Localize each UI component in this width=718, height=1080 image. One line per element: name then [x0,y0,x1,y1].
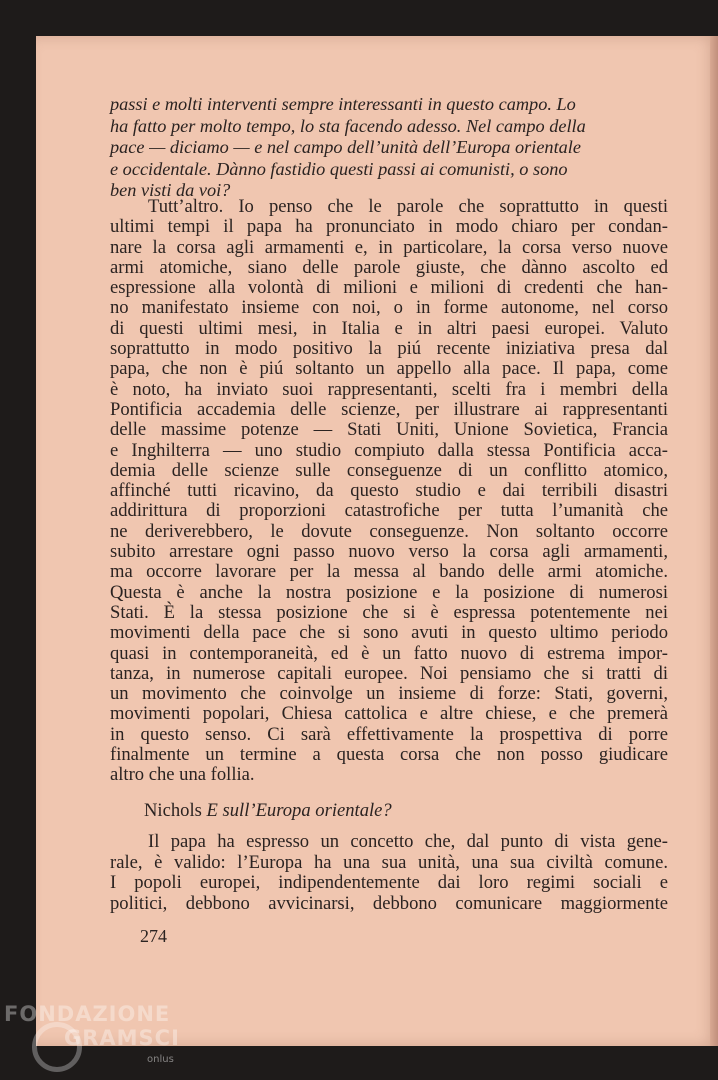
text-line: è noto, ha inviato suoi rappresentanti, scelti fra i membri della [110,378,668,400]
text-line: finalmente un termine a questa corsa che non posso giudicare [110,744,668,766]
text-line: politici, debbono avvicinarsi, debbono comunicare maggiormente [110,892,668,914]
text-line: movimenti della pace che si sono avuti in questo ultimo periodo [110,622,668,644]
text-line: armi atomiche, siano delle parole giuste, che dànno ascolto ed [110,256,668,278]
text-line: papa, che non è piú soltanto un appello alla pace. Il papa, come [110,358,668,380]
text-line: demia delle scienze sulle conseguenze di un conflitto atomico, [110,459,668,481]
text-line: Tutt’altro. Io penso che le parole che soprattutto in questi [148,196,668,217]
text-line: Stati. È la stessa posizione che si è espressa potentemente nei [110,601,668,623]
text-line: e Inghilterra — uno studio compiuto dalla stessa Pontificia acca- [110,439,668,461]
text-line: ultimi tempi il papa ha pronunciato in modo chiaro per condan- [110,216,668,238]
text-line: no manifestato insieme con noi, o in forme autonome, nel corso [110,297,668,319]
text-line: ma occorre lavorare per la messa al bando delle armi atomiche. [110,561,668,583]
text-line: soprattutto in modo positivo la piú recente iniziativa presa dal [110,338,668,360]
text-line: un movimento che coinvolge un insieme di forze: Stati, governi, [110,683,668,705]
text-line: subito arrestare ogni passo nuovo verso la corsa agli armamenti, [110,541,668,563]
text-line: tanza, in numerose capitali europee. Noi pensiamo che si tratti di [110,662,668,684]
text-line: Il papa ha espresso un concetto che, dal punto di vista gene- [148,831,668,852]
text-line: nare la corsa agli armamenti e, in particolare, la corsa verso nuove [110,236,668,258]
text-line: espressione alla volontà di milioni e milioni di credenti che han- [110,277,668,299]
page-edge [710,36,718,1046]
watermark-logo [0,998,210,1080]
text-line: quasi in contemporaneità, ed è un fatto nuovo di estrema impor- [110,642,668,664]
text-line: delle massime potenze — Stati Uniti, Unione Sovietica, Francia [110,419,668,441]
text-line: e occidentale. Dànno fastidio questi passi ai comunisti, o sono [110,158,568,179]
logo-line3: onlus [147,1054,174,1065]
text-line: movimenti popolari, Chiesa cattolica e altre chiese, e che premerà [110,703,668,725]
nichols-question [110,800,668,822]
text-line: di questi ultimi mesi, in Italia e in altri paesi europei. Valuto [110,317,668,339]
interview-question [110,94,668,202]
logo-line1: FONDAZIONE [4,1002,171,1026]
speaker-name: Nichols [144,800,202,821]
text-line: I popoli europei, indipendentemente dai loro regimi sociali e [110,872,668,894]
text-line: rale, è valido: l’Europa ha una sua unità, una sua civiltà comune. [110,851,668,873]
text-line: Pontificia accademia delle scienze, per illustrare ai rappresentanti [110,398,668,420]
text-line: Questa è anche la nostra posizione e la posizione di numerosi [110,581,668,603]
reply-paragraph [110,832,668,914]
text-line: passi e molti interventi sempre interessanti in questo campo. Lo [110,94,576,114]
text-line: addirittura di proporzioni catastrofiche per tutta l’umanità che [110,500,668,522]
page-number: 274 [140,926,167,946]
text-line: in questo senso. Ci sarà effettivamente la prospettiva di porre [110,723,668,745]
logo-line2: GRAMSCI [64,1026,180,1050]
text-line: altro che una follia. [110,764,255,786]
answer-paragraph [110,197,668,786]
text-line: pace — diciamo — e nel campo dell’unità dell’Europa orientale [110,137,581,157]
text-line: ben visti da voi? [110,180,231,200]
text-line: ne deriverebbero, le dovute conseguenze. Non soltanto occorre [110,520,668,542]
question-text: E sull’Europa orientale? [206,800,392,821]
text-line: affinché tutti ricavino, da questo studio e dai terribili disastri [110,480,668,502]
text-line: ha fatto per molto tempo, lo sta facendo adesso. Nel campo della [110,115,586,136]
